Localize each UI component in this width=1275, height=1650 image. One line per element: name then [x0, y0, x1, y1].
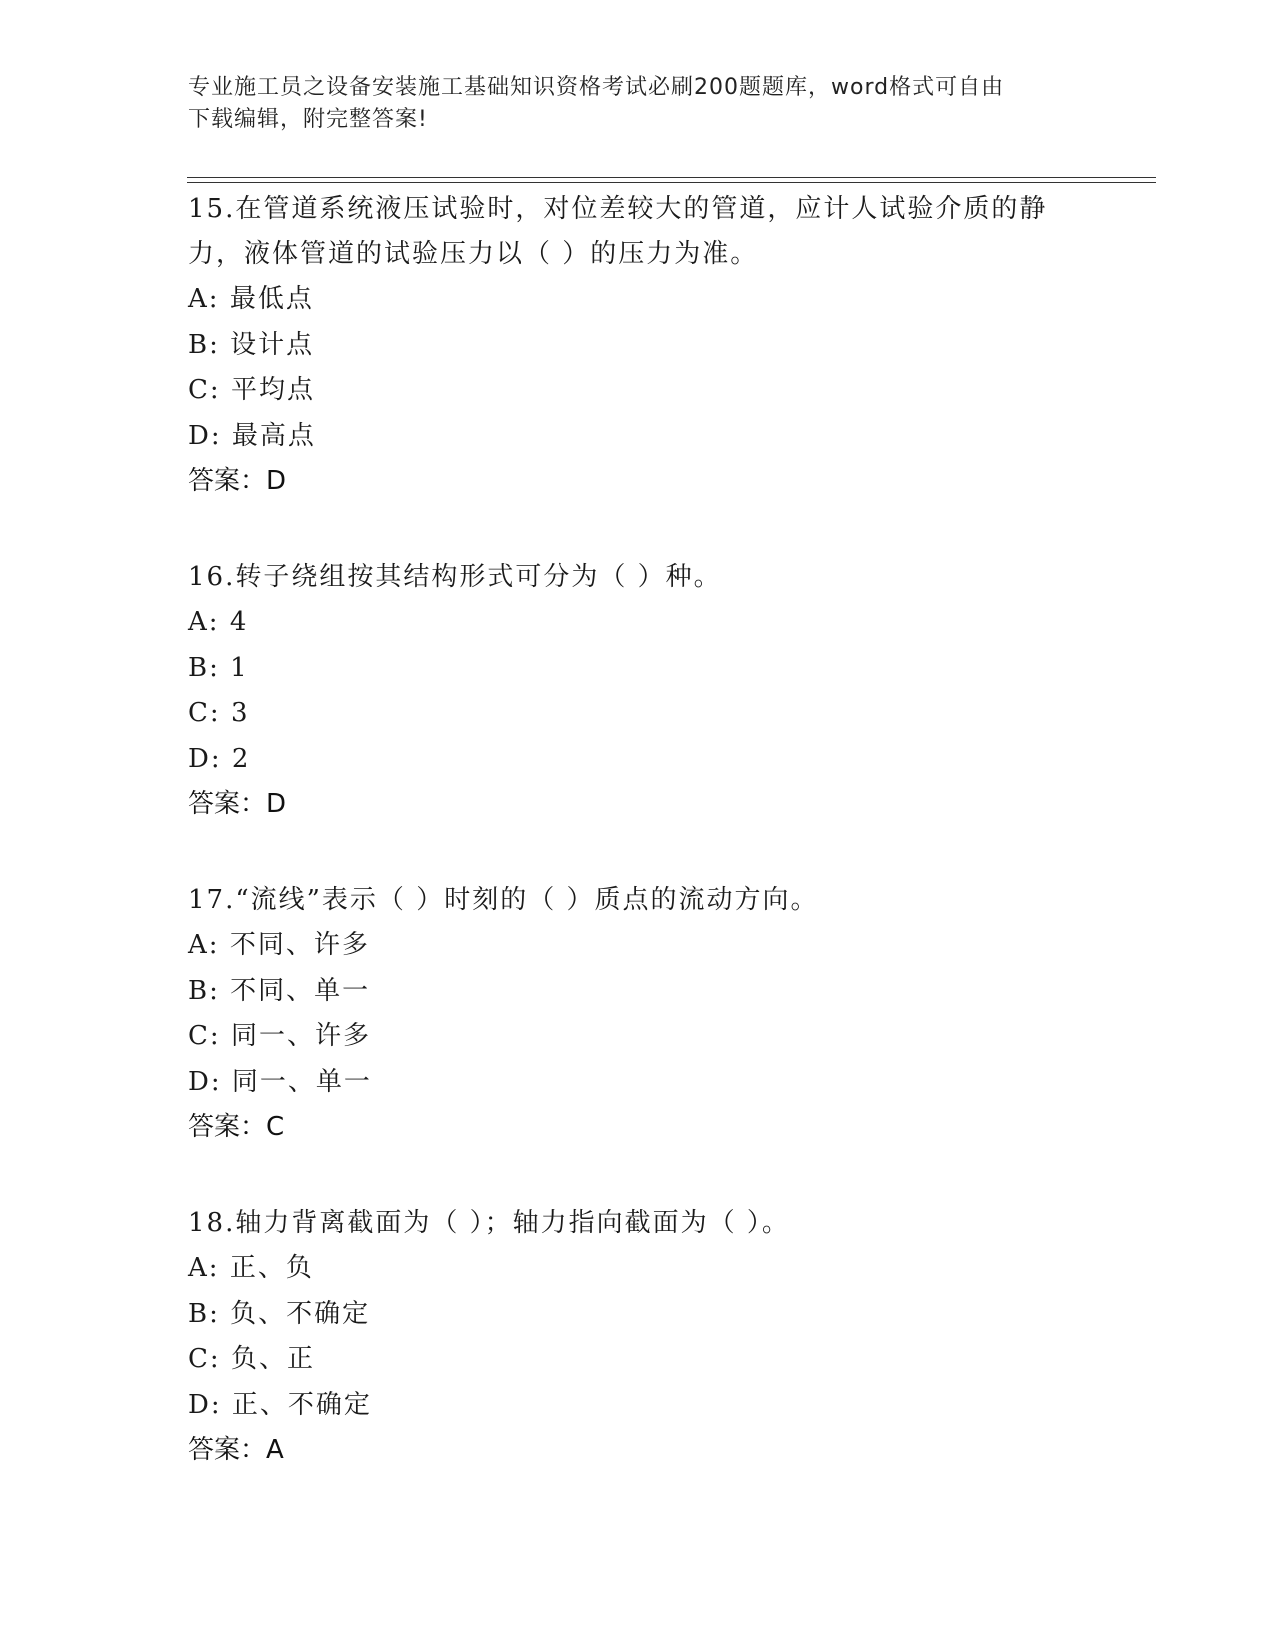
option-c	[188, 691, 1088, 737]
question-18	[188, 1201, 1088, 1473]
option-letter: A	[188, 284, 209, 314]
answer-label: 答案：	[188, 789, 267, 819]
question-17	[188, 878, 1088, 1150]
option-separator: :	[209, 698, 231, 728]
option-b	[188, 323, 1088, 369]
question-15	[188, 187, 1088, 504]
answer-label: 答案：	[188, 1435, 267, 1465]
option-c	[188, 1014, 1088, 1060]
option-separator: :	[209, 1298, 231, 1329]
option-list	[188, 600, 1088, 782]
option-letter: D	[188, 1389, 211, 1420]
header-divider-top	[187, 177, 1156, 178]
question-text: 16.转子绕组按其结构形式可分为（ ）种。	[188, 562, 722, 592]
option-letter: A	[188, 930, 209, 960]
option-c	[188, 1337, 1088, 1383]
option-text: 1	[230, 652, 249, 683]
option-letter: B	[188, 652, 210, 683]
option-letter: A	[188, 607, 209, 637]
option-separator: :	[210, 420, 232, 451]
option-text: 3	[230, 698, 250, 728]
option-separator: :	[210, 743, 232, 774]
option-text: 同一、单一	[231, 1066, 372, 1097]
option-letter: D	[188, 1066, 211, 1097]
answer-line	[188, 1428, 1088, 1473]
option-letter: B	[188, 329, 210, 360]
option-text: 平均点	[230, 375, 315, 405]
option-text: 设计点	[230, 329, 315, 360]
question-text: 17.“流线”表示（ ）时刻的（ ）质点的流动方向。	[188, 885, 819, 915]
option-letter: C	[188, 1021, 210, 1051]
option-b	[188, 969, 1088, 1015]
answer-label: 答案：	[188, 1112, 267, 1142]
option-separator: :	[209, 1344, 231, 1374]
option-text: 最低点	[229, 284, 314, 314]
option-text: 同一、许多	[230, 1021, 371, 1051]
option-separator: :	[208, 284, 230, 314]
option-a	[188, 277, 1088, 323]
answer-value: A	[266, 1435, 284, 1465]
answer-value: C	[266, 1112, 285, 1142]
question-text: 15.在管道系统液压试验时，对位差较大的管道，应计人试验介质的静力，液体管道的试验压力以（ ）的压力为准。	[188, 194, 1048, 269]
option-letter: B	[188, 975, 210, 1006]
answer-line	[188, 459, 1088, 504]
option-d	[188, 1383, 1088, 1429]
question-text: 18.轴力背离截面为（ ）；轴力指向截面为（ ）。	[188, 1208, 790, 1238]
option-d	[188, 414, 1088, 460]
option-separator: :	[209, 1021, 231, 1051]
option-text: 不同、单一	[230, 975, 371, 1006]
option-letter: C	[188, 375, 210, 405]
option-text: 最高点	[231, 420, 316, 451]
header-title-line-2: 下载编辑，附完整答案!	[188, 107, 428, 132]
question-list	[188, 187, 1088, 1473]
option-text: 2	[231, 743, 251, 774]
header-title-line-1: 专业施工员之设备安装施工基础知识资格考试必刷200题题库，word格式可自由	[188, 75, 1005, 100]
option-text: 正、不确定	[231, 1389, 372, 1420]
option-letter: D	[188, 420, 211, 451]
question-16	[188, 555, 1088, 827]
answer-line	[188, 1105, 1088, 1150]
option-list	[188, 1246, 1088, 1428]
option-separator: :	[209, 329, 231, 360]
option-letter: A	[188, 1253, 209, 1283]
option-letter: B	[188, 1298, 210, 1329]
option-a	[188, 600, 1088, 646]
option-b	[188, 646, 1088, 692]
option-letter: C	[188, 698, 210, 728]
option-list	[188, 923, 1088, 1105]
option-text: 4	[229, 607, 249, 637]
option-separator: :	[209, 375, 231, 405]
document-header	[188, 72, 1068, 136]
option-text: 不同、许多	[229, 930, 370, 960]
option-letter: C	[188, 1344, 210, 1374]
option-d	[188, 1060, 1088, 1106]
answer-label: 答案：	[188, 466, 267, 496]
option-separator: :	[209, 652, 231, 683]
option-separator: :	[210, 1066, 232, 1097]
option-d	[188, 737, 1088, 783]
option-letter: D	[188, 743, 211, 774]
option-b	[188, 1292, 1088, 1338]
option-list	[188, 277, 1088, 459]
option-a	[188, 923, 1088, 969]
answer-value: D	[266, 789, 287, 819]
option-separator: :	[210, 1389, 232, 1420]
option-c	[188, 368, 1088, 414]
header-divider-bottom	[187, 182, 1156, 183]
option-text: 负、不确定	[230, 1298, 371, 1329]
option-separator: :	[208, 607, 230, 637]
answer-line	[188, 782, 1088, 827]
option-separator: :	[208, 930, 230, 960]
option-separator: :	[208, 1253, 230, 1283]
option-text: 正、负	[229, 1253, 314, 1283]
option-a	[188, 1246, 1088, 1292]
option-separator: :	[209, 975, 231, 1006]
answer-value: D	[266, 466, 287, 496]
option-text: 负、正	[230, 1344, 315, 1374]
